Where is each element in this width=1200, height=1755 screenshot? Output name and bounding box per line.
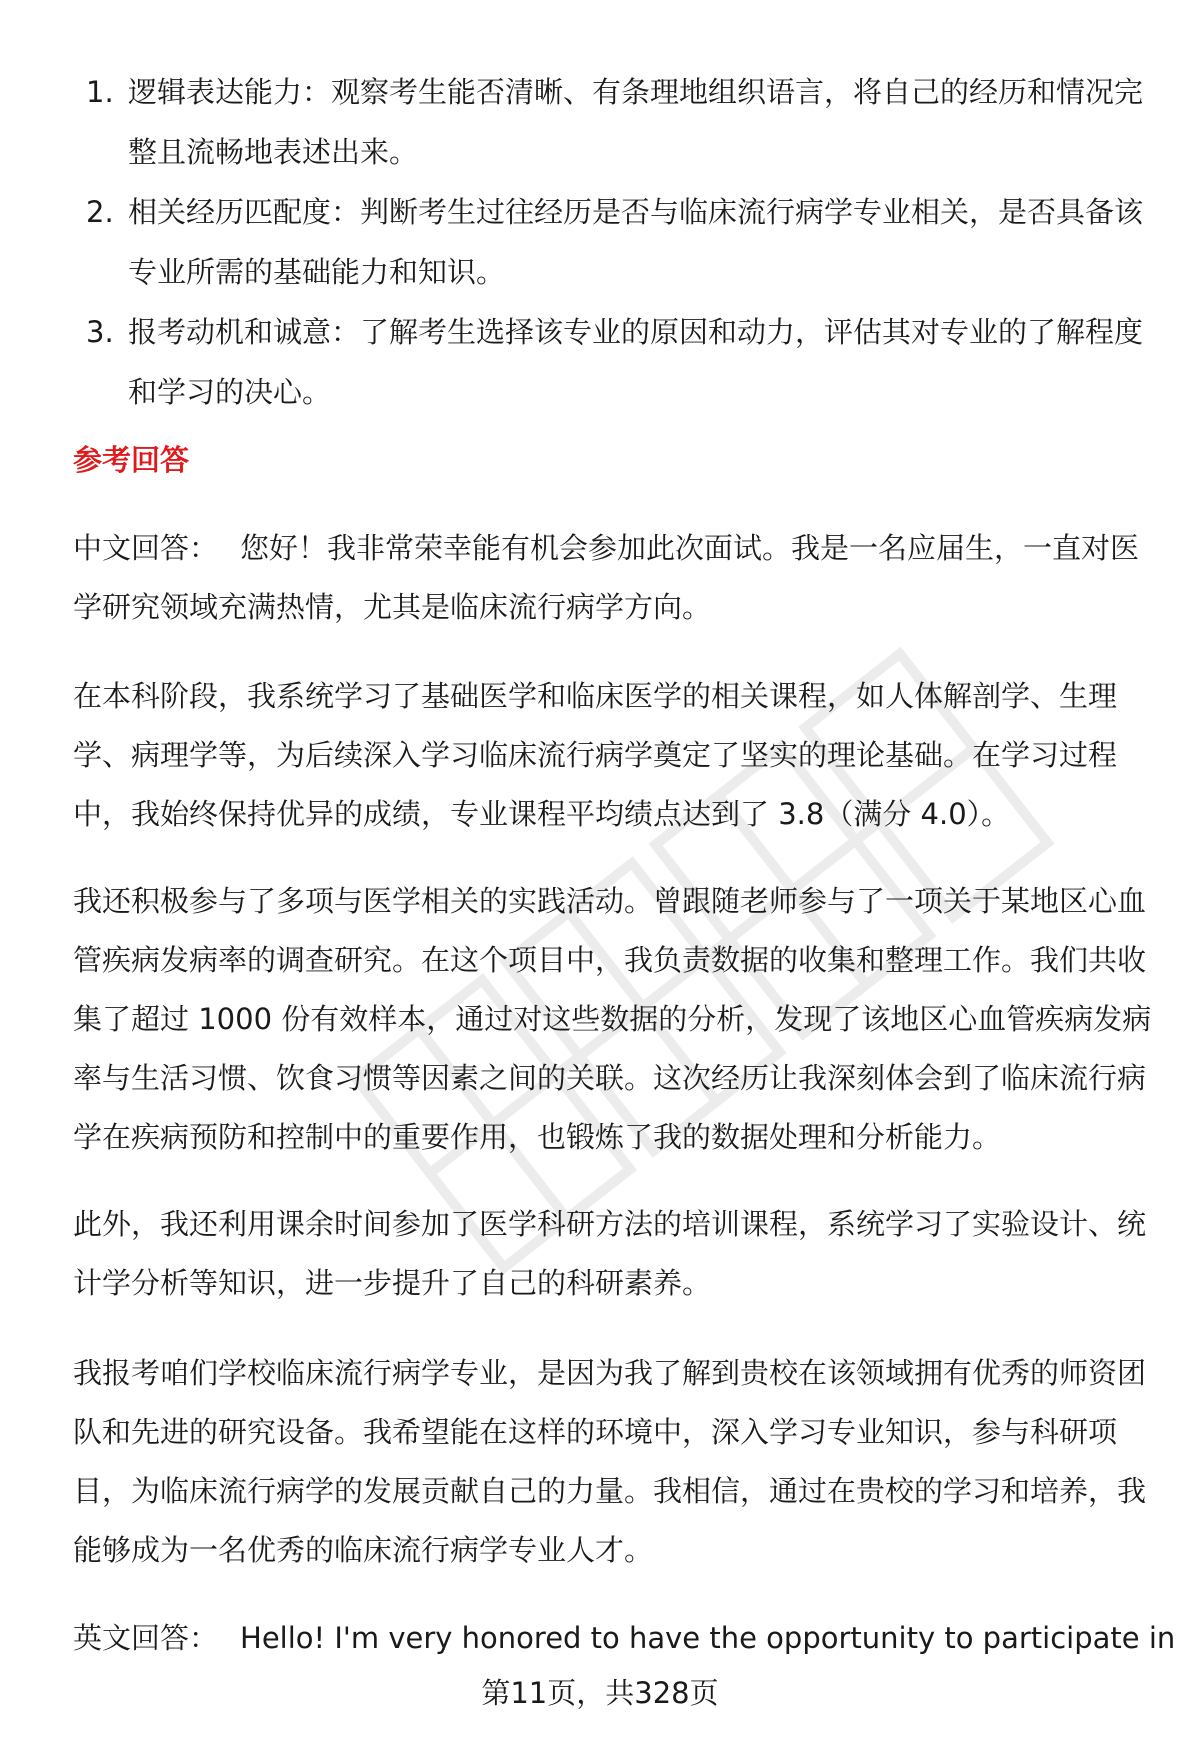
criteria-item xyxy=(86,302,1166,422)
page-number-footer: 第11页，共328页 xyxy=(481,1676,719,1710)
section-title-reference-answer: 参考回答 xyxy=(73,443,190,477)
criteria-number: 1. xyxy=(86,75,114,109)
answer-paragraph: 在本科阶段，我系统学习了基础医学和临床医学的相关课程，如人体解剖学、生理学、病理学等，为后续深入学习临床流行病学奠定了坚实的理论基础。在学习过程中，我始终保持优异的成绩，专业课程平均绩点达到了 3.8（满分 4.0）。 xyxy=(73,679,1118,831)
criteria-item xyxy=(86,62,1166,182)
criteria-text: 相关经历匹配度：判断考生过往经历是否与临床流行病学专业相关，是否具备该专业所需的基础能力和知识。 xyxy=(128,195,1144,289)
chinese-answer-text: 您好！我非常荣幸能有机会参加此次面试。我是一名应届生，一直对医学研究领域充满热情，尤其是临床流行病学方向。 xyxy=(73,531,1140,624)
criteria-item xyxy=(86,182,1166,302)
chinese-answer-paragraph xyxy=(73,519,1163,637)
english-answer-label: 英文回答： xyxy=(73,1621,219,1655)
criteria-text: 逻辑表达能力：观察考生能否清晰、有条理地组织语言，将自己的经历和情况完整且流畅地表述出来。 xyxy=(128,75,1144,169)
evaluation-criteria-list xyxy=(86,62,1166,422)
answer-paragraph: 我还积极参与了多项与医学相关的实践活动。曾跟随老师参与了一项关于某地区心血管疾病发病率的调查研究。在这个项目中，我负责数据的收集和整理工作。我们共收集了超过 1000 份有效样本，通过对这些数据的分析，发现了该地区心血管疾病发病率与生活习惯、饮食习惯等因素之间的关联。这次经历让我深刻体会到了临床流行病学在疾病预防和控制中的重要作用，也锻炼了我的数据处理和分析能力。 xyxy=(73,884,1152,1154)
criteria-text: 报考动机和诚意：了解考生选择该专业的原因和动力，评估其对专业的了解程度和学习的决心。 xyxy=(128,315,1144,409)
english-answer-paragraph xyxy=(73,1609,1176,1668)
english-answer-text: Hello! I'm very honored to have the opportunity to participate in xyxy=(240,1621,1176,1655)
answer-paragraph: 我报考咱们学校临床流行病学专业，是因为我了解到贵校在该领域拥有优秀的师资团队和先进的研究设备。我希望能在这样的环境中，深入学习专业知识，参与科研项目，为临床流行病学的发展贡献自己的力量。我相信，通过在贵校的学习和培养，我能够成为一名优秀的临床流行病学专业人才。 xyxy=(73,1356,1147,1567)
chinese-answer-label: 中文回答： xyxy=(73,531,219,565)
criteria-number: 2. xyxy=(86,195,114,229)
answer-paragraph: 此外，我还利用课余时间参加了医学科研方法的培训课程，系统学习了实验设计、统计学分析等知识，进一步提升了自己的科研素养。 xyxy=(73,1207,1147,1300)
criteria-number: 3. xyxy=(86,315,114,349)
